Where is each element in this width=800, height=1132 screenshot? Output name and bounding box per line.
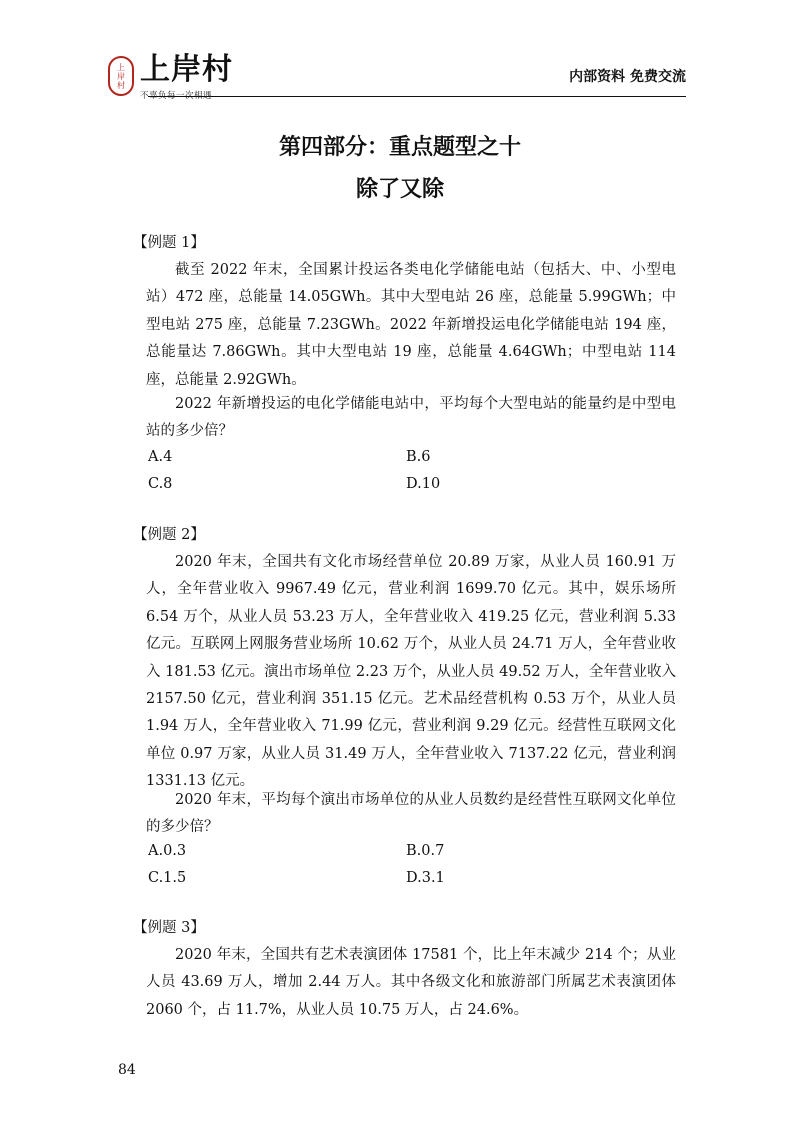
option-c[interactable]: C.1.5 — [148, 870, 187, 886]
option-a[interactable]: A.0.3 — [148, 843, 187, 859]
header-note: 内部资料 免费交流 — [569, 69, 686, 85]
material-paragraph: 2020 年末，全国共有艺术表演团体 17581 个，比上年末减少 214 个；从业人员 43.69 万人，增加 2.44 万人。其中各级文化和旅游部门所属艺术表演团体 2060 个，占 11.7%，从业人员 10.75 万人，占 24.6%。 — [146, 947, 676, 1018]
logo-seal-char: 岸 — [117, 71, 125, 81]
option-a[interactable]: A.4 — [148, 449, 173, 465]
example-1-material — [146, 257, 676, 394]
option-d[interactable]: D.3.1 — [406, 870, 445, 886]
question-paragraph: 2022 年新增投运的电化学储能电站中，平均每个大型电站的能量约是中型电站的多少倍？ — [146, 396, 676, 440]
option-d[interactable]: D.10 — [406, 476, 441, 492]
page-header — [108, 52, 686, 101]
example-2-material — [146, 549, 676, 796]
example-3-material — [146, 942, 676, 1024]
example-1-question — [146, 391, 676, 446]
material-paragraph: 2020 年末，全国共有文化市场经营单位 20.89 万家，从业人员 160.91 万人，全年营业收入 9967.49 亿元，营业利润 1699.70 亿元。其中，娱乐场所 6.54 万个，从业人员 53.23 万人，全年营业收入 419.25 亿元，营业利润 5.33 亿元。互联网上网服务营业场所 10.62 万个，从业人员 24.71 万人，全年营业收入 181.53 亿元。演出市场单位 2.23 万个，从业人员 49.52 万人，全年营业收入 2157.50 亿元，营业利润 351.15 亿元。艺术品经营机构 0.53 万个，从业人员 1.94 万人，全年营业收入 71.99 亿元，营业利润 9.29 亿元。经营性互联网文化单位 0.97 万家，从业人员 31.49 万人，全年营业收入 7137.22 亿元，营业利润 1331.13 亿元。 — [146, 554, 676, 790]
material-paragraph: 截至 2022 年末，全国累计投运各类电化学储能电站（包括大、中、小型电站）472 座，总能量 14.05GWh。其中大型电站 26 座，总能量 5.99GWh；中型电站 275 座，总能量 7.23GWh。2022 年新增投运电化学储能电站 194 座，总能量达 7.86GWh。其中大型电站 19 座，总能量 4.64GWh；中型电站 114 座，总能量 2.92GWh。 — [146, 262, 676, 388]
example-2-question — [146, 787, 676, 842]
page-subtitle: 除了又除 — [355, 177, 444, 202]
question-paragraph: 2020 年末，平均每个演出市场单位的从业人员数约是经营性互联网文化单位的多少倍？ — [146, 792, 676, 836]
option-c[interactable]: C.8 — [148, 476, 173, 492]
option-b[interactable]: B.0.7 — [406, 843, 445, 859]
logo-seal — [108, 56, 134, 96]
example-2-label: 【例题 2】 — [133, 527, 205, 543]
option-b[interactable]: B.6 — [406, 449, 431, 465]
example-3-label: 【例题 3】 — [133, 920, 205, 936]
page-title: 第四部分：重点题型之十 — [278, 135, 521, 160]
logo-slogan: 不辜负每一次相遇 — [140, 91, 213, 101]
logo-seal-char: 村 — [117, 80, 125, 90]
logo-name: 上岸村 — [140, 52, 233, 87]
example-1-label: 【例题 1】 — [133, 235, 205, 251]
header-divider — [148, 96, 686, 97]
logo-seal-char: 上 — [117, 62, 125, 72]
page-number: 84 — [118, 1062, 136, 1078]
